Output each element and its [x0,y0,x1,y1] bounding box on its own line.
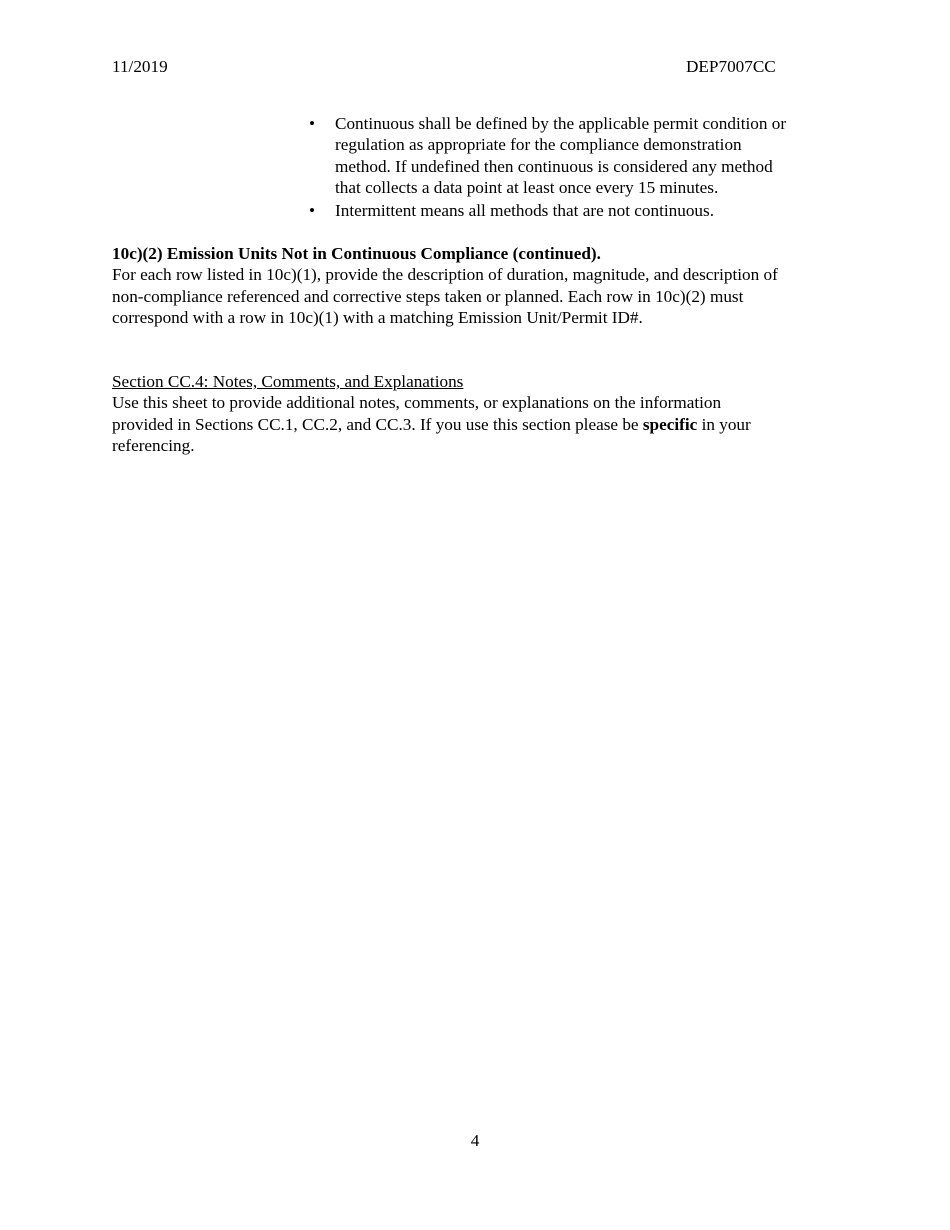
bullet-icon: • [309,201,316,221]
bullet-text-line: regulation as appropriate for the compliance demonstration [335,135,742,155]
bullet-item-intermittent [306,200,846,221]
page-number: 4 [470,1131,480,1150]
section-10c2-body [112,264,852,328]
bullet-text-line: that collects a data point at least once every 15 minutes. [335,177,719,197]
body-line: For each row listed in 10c)(1), provide the description of duration, magnitude, and description of [112,265,778,285]
body-line: correspond with a row in 10c)(1) with a matching Emission Unit/Permit ID#. [112,307,643,327]
bullet-text-line: Continuous shall be defined by the applicable permit condition or [335,114,787,133]
body-line-pre: provided in Sections CC.1, CC.2, and CC.3. If you use this section please be [112,414,643,434]
body-line: referencing. [112,435,195,455]
body-line: Use this sheet to provide additional notes, comments, or explanations on the information [112,393,722,413]
emphasis-specific: specific [642,414,698,434]
section-10c2 [112,243,852,328]
section-cc4 [112,371,852,456]
section-10c2-heading: 10c)(2) Emission Units Not in Continuous Compliance (continued). [112,244,601,263]
header-date: 11/2019 [112,57,168,76]
definitions-bullet-list [306,113,846,223]
bullet-item-continuous [306,113,846,198]
section-cc4-body [112,392,852,456]
body-line: non-compliance referenced and corrective steps taken or planned. Each row in 10c)(2) must [112,286,744,306]
bullet-text-line: Intermittent means all methods that are not continuous. [335,201,714,221]
bullet-icon: • [309,114,316,133]
bullet-text-line: method. If undefined then continuous is considered any method [335,156,773,176]
body-line-post: in your [697,414,751,434]
section-cc4-heading: Section CC.4: Notes, Comments, and Explanations [112,372,464,391]
header-form-id: DEP7007CC [686,57,776,76]
